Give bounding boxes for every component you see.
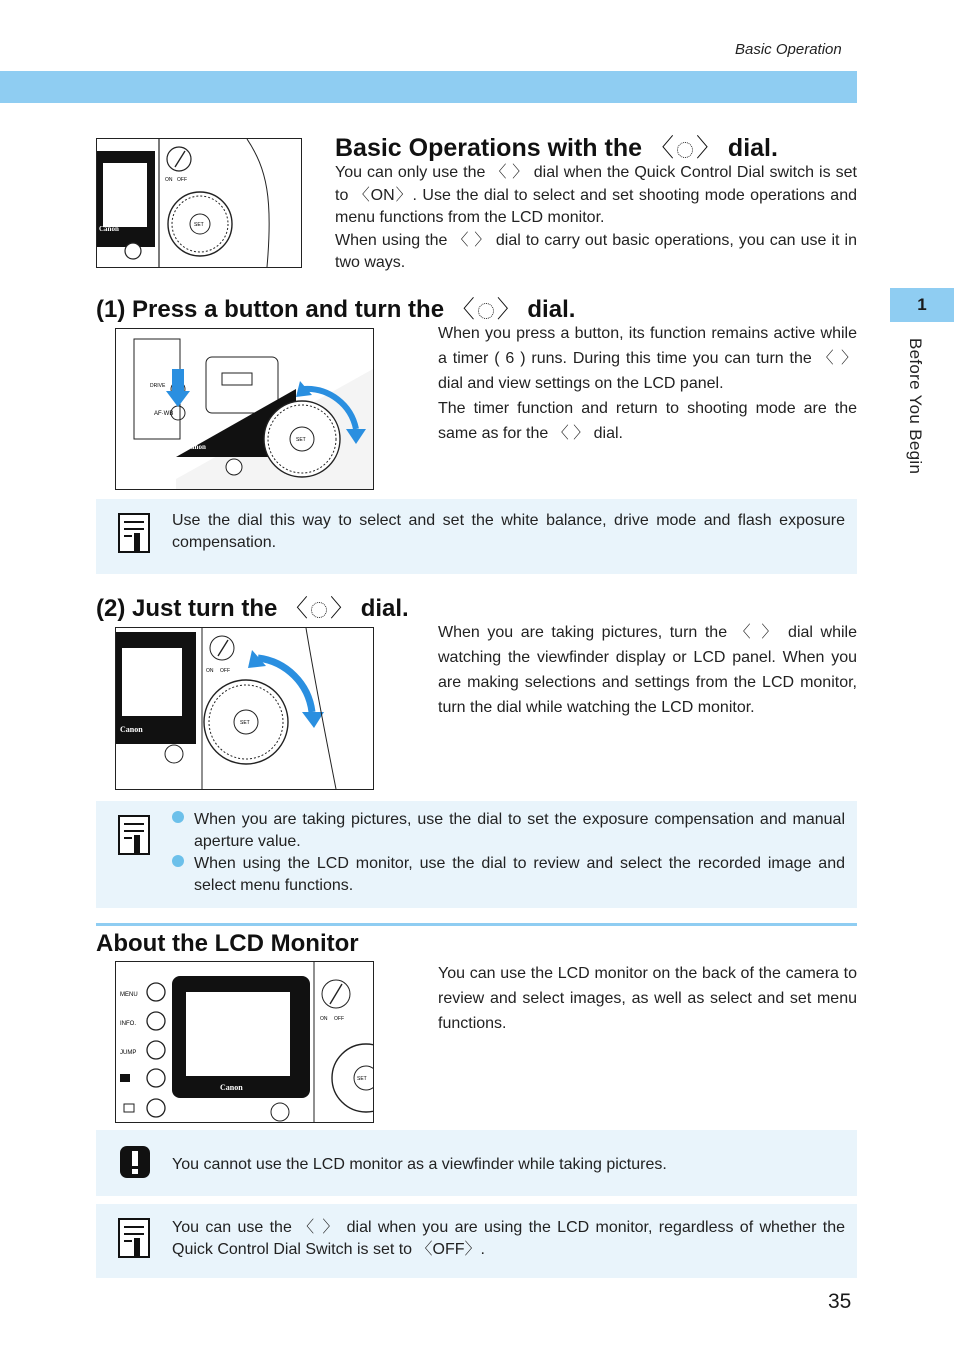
just-turn-paragraph bbox=[438, 620, 857, 720]
quick-control-dial-icon bbox=[677, 142, 693, 158]
set-label: SET bbox=[240, 720, 250, 726]
bullet-text: When you are taking pictures, use the dial to set the exposure compensation and manual aperture value. bbox=[194, 811, 845, 850]
note-box-2 bbox=[96, 801, 857, 908]
af-wb-label: AF·WB bbox=[154, 411, 174, 417]
list-item bbox=[172, 853, 845, 897]
on-label: ON bbox=[165, 177, 173, 183]
quick-control-dial-icon bbox=[311, 602, 327, 618]
camera-illustration-1 bbox=[96, 138, 302, 268]
note-box-3 bbox=[96, 1204, 857, 1278]
bullet-icon bbox=[172, 811, 184, 823]
drive-label: DRIVE bbox=[150, 383, 166, 389]
on-label: ON bbox=[320, 1016, 328, 1022]
subsection-title-press-and-turn: (1) Press a button and turn the 〈 〉 dial. bbox=[96, 296, 576, 323]
chapter-number: 1 bbox=[917, 295, 927, 314]
camera-illustration-2 bbox=[115, 328, 374, 490]
brand-label: Canon bbox=[186, 443, 206, 451]
press-turn-p2: The timer function and return to shooting mode are the same as for the 〈 〉 dial. bbox=[438, 400, 857, 442]
memo-icon bbox=[118, 1218, 152, 1260]
camera-illustration-3 bbox=[115, 627, 374, 790]
header-band bbox=[0, 71, 857, 103]
chapter-tab bbox=[890, 288, 954, 322]
note-2-list bbox=[172, 809, 845, 897]
section-divider bbox=[96, 923, 857, 926]
brand-label: Canon bbox=[99, 225, 119, 233]
memo-icon bbox=[118, 815, 152, 857]
caution-icon bbox=[118, 1144, 152, 1180]
quick-control-dial-icon bbox=[478, 303, 494, 319]
section-title-basic-operations: Basic Operations with the 〈 〉 dial. bbox=[335, 134, 778, 162]
running-header: Basic Operation bbox=[735, 41, 842, 58]
note-box-1 bbox=[96, 499, 857, 574]
brand-label: Canon bbox=[220, 1083, 243, 1092]
jump-label: JUMP bbox=[120, 1050, 137, 1056]
title-text: Press a button and turn the bbox=[132, 296, 451, 323]
title-text-end: dial. bbox=[354, 595, 409, 622]
caution-box bbox=[96, 1130, 857, 1196]
lcd-paragraph bbox=[438, 961, 857, 1036]
subsection-title-just-turn: (2) Just turn the 〈 〉 dial. bbox=[96, 595, 409, 622]
page-number: 35 bbox=[828, 1290, 852, 1313]
info-label: INFO. bbox=[120, 1021, 136, 1027]
lcd-p1: You can use the LCD monitor on the back of the camera to review and select images, as well as select and set menu functions. bbox=[438, 965, 857, 1032]
chapter-label: Before You Begin bbox=[906, 338, 925, 475]
intro-p2: When using the 〈 〉 dial to carry out basic operations, you can use it in two ways. bbox=[335, 231, 857, 272]
off-label: OFF bbox=[177, 177, 187, 183]
title-text-end: dial. bbox=[520, 296, 576, 323]
set-label: SET bbox=[296, 437, 306, 443]
on-label: ON bbox=[206, 668, 214, 674]
off-label: OFF bbox=[334, 1016, 344, 1022]
subsection-number: (1) bbox=[96, 296, 126, 323]
bullet-icon bbox=[172, 855, 184, 867]
caution-text: You cannot use the LCD monitor as a viewfinder while taking pictures. bbox=[172, 1156, 667, 1173]
set-label: SET bbox=[357, 1076, 367, 1082]
memo-icon bbox=[118, 513, 152, 555]
list-item bbox=[172, 809, 845, 853]
note-3-text: You can use the 〈 〉 dial when you are using the LCD monitor, regardless of whether the Quick Control Dial Switch is set to 〈OFF〉. bbox=[172, 1219, 845, 1258]
title-text-end: dial. bbox=[720, 134, 778, 162]
set-label: SET bbox=[194, 222, 204, 228]
press-turn-paragraph bbox=[438, 321, 857, 446]
camera-illustration-4 bbox=[115, 961, 374, 1123]
press-turn-p1: When you press a button, its function remains active while a timer ( 6 ) runs. During this time you can turn the 〈 〉 dial and view settings on the LCD panel. bbox=[438, 325, 857, 392]
title-text: Basic Operations with the bbox=[335, 134, 649, 162]
title-text: Just turn the bbox=[132, 595, 285, 622]
note-1-text: Use the dial this way to select and set the white balance, drive mode and flash exposure compensation. bbox=[172, 512, 845, 551]
bullet-text: When using the LCD monitor, use the dial to review and select the recorded image and select menu functions. bbox=[194, 855, 845, 894]
off-label: OFF bbox=[220, 668, 230, 674]
subsection-number: (2) bbox=[96, 595, 126, 622]
brand-label: Canon bbox=[120, 725, 143, 734]
section-title-lcd-monitor: About the LCD Monitor bbox=[96, 930, 359, 957]
intro-paragraph bbox=[335, 162, 857, 275]
just-turn-p1: When you are taking pictures, turn the 〈 〉 dial while watching the viewfinder display or LCD panel. When you are making selections and settings from the LCD monitor, turn the dial while watching the LCD monitor. bbox=[438, 624, 857, 716]
intro-p1: You can only use the 〈 〉 dial when the Quick Control Dial switch is set to 〈ON〉. Use the dial to select and set shooting mode operations and menu functions from the LCD monitor. bbox=[335, 164, 857, 227]
menu-label: MENU bbox=[120, 992, 138, 998]
